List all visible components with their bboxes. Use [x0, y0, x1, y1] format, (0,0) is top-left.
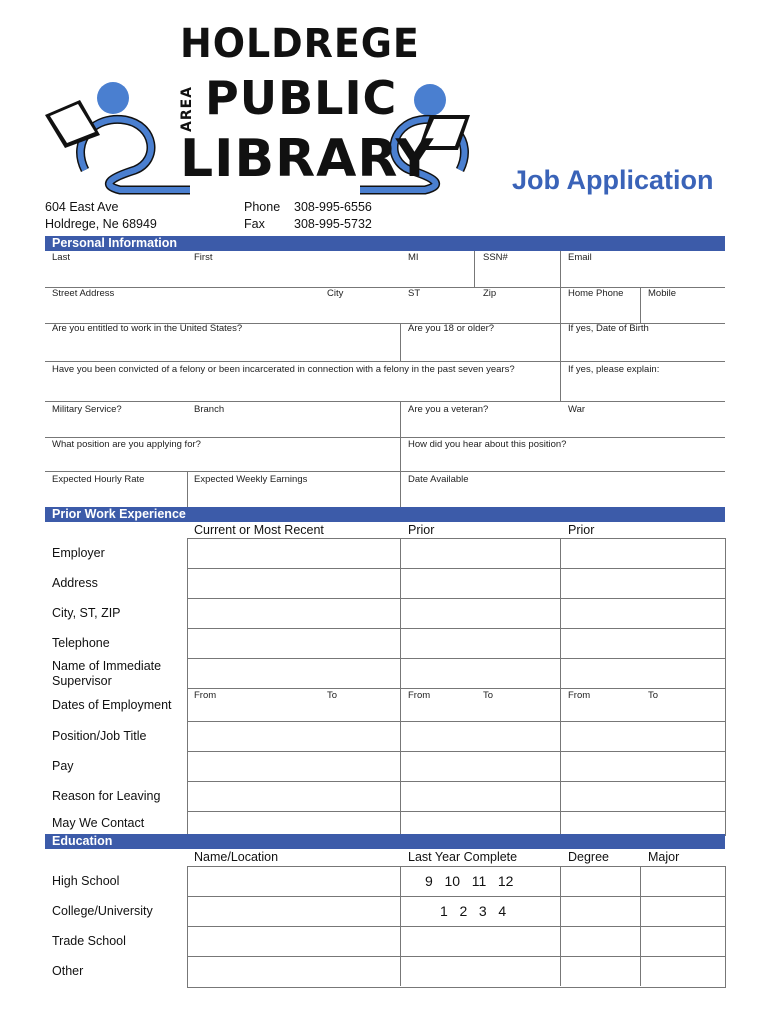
field-ssn[interactable]: SSN# — [483, 252, 508, 263]
work-row-city: City, ST, ZIP — [52, 606, 121, 620]
field-position[interactable]: What position are you applying for? — [52, 439, 201, 450]
field-street[interactable]: Street Address — [52, 288, 115, 299]
field-first[interactable]: First — [194, 252, 213, 263]
section-personal — [45, 236, 725, 251]
work-grid — [187, 538, 726, 836]
work-row-telephone: Telephone — [52, 636, 110, 650]
section-work — [45, 507, 725, 522]
work-col-prior-2: Prior — [568, 523, 595, 537]
field-st[interactable]: ST — [408, 288, 421, 299]
section-education-heading: Education — [52, 834, 113, 848]
edu-row-college: College/University — [52, 904, 153, 918]
address-city: Holdrege, Ne 68949 — [45, 217, 157, 231]
work-from-1[interactable]: From — [194, 690, 217, 701]
field-branch[interactable]: Branch — [194, 404, 225, 415]
work-row-address: Address — [52, 576, 98, 590]
field-mi[interactable]: MI — [408, 252, 419, 263]
field-veteran[interactable]: Are you a veteran? — [408, 404, 489, 415]
work-row-pay: Pay — [52, 759, 74, 773]
edu-col-name: Name/Location — [194, 850, 279, 864]
work-row-contact: May We Contact — [52, 816, 145, 830]
edu-row-highschool: High School — [52, 874, 120, 888]
work-row-employer: Employer — [52, 546, 105, 560]
hs-year-options[interactable]: 9 10 11 12 — [425, 873, 514, 889]
logo-area: AREA — [179, 85, 195, 132]
field-home-phone[interactable]: Home Phone — [568, 288, 624, 299]
edu-col-degree: Degree — [568, 850, 609, 864]
field-last[interactable]: Last — [52, 252, 70, 263]
field-weekly[interactable]: Expected Weekly Earnings — [194, 474, 308, 485]
work-to-2[interactable]: To — [483, 690, 494, 701]
logo-public: PUBLIC — [205, 71, 398, 125]
field-hear[interactable]: How did you hear about this position? — [408, 439, 567, 450]
field-military[interactable]: Military Service? — [52, 404, 122, 415]
edu-col-major: Major — [648, 850, 680, 864]
edu-col-year: Last Year Complete — [408, 850, 518, 864]
work-to-3[interactable]: To — [648, 690, 659, 701]
field-zip[interactable]: Zip — [483, 288, 497, 299]
section-work-heading: Prior Work Experience — [52, 507, 186, 521]
phone-label: Phone — [244, 200, 281, 214]
edu-row-other: Other — [52, 964, 84, 978]
phone-number: 308-995-6556 — [294, 200, 372, 214]
field-explain[interactable]: If yes, please explain: — [568, 364, 660, 375]
field-available[interactable]: Date Available — [408, 474, 469, 485]
field-hourly[interactable]: Expected Hourly Rate — [52, 474, 145, 485]
address-street: 604 East Ave — [45, 200, 119, 214]
work-row-supervisor: Name of Immediate Supervisor — [52, 659, 162, 688]
college-year-options[interactable]: 1 2 3 4 — [440, 903, 507, 919]
page-title: Job Application — [512, 165, 714, 195]
work-col-current: Current or Most Recent — [194, 523, 324, 537]
section-education — [45, 834, 725, 849]
fax-label: Fax — [244, 217, 265, 231]
section-personal-heading: Personal Information — [52, 236, 178, 250]
work-from-2[interactable]: From — [408, 690, 431, 701]
field-entitled[interactable]: Are you entitled to work in the United States? — [52, 323, 243, 334]
work-from-3[interactable]: From — [568, 690, 591, 701]
work-row-position: Position/Job Title — [52, 729, 147, 743]
fax-number: 308-995-5732 — [294, 217, 372, 231]
logo-library: LIBRARY — [180, 129, 435, 189]
edu-row-trade: Trade School — [52, 934, 126, 948]
field-war[interactable]: War — [568, 404, 586, 415]
field-mobile[interactable]: Mobile — [648, 288, 676, 299]
field-age18[interactable]: Are you 18 or older? — [408, 323, 495, 334]
logo-holdrege: HOLDREGE — [180, 21, 420, 67]
field-dob[interactable]: If yes, Date of Birth — [568, 323, 649, 334]
work-row-reason: Reason for Leaving — [52, 789, 161, 803]
field-email[interactable]: Email — [568, 252, 592, 263]
field-felony[interactable]: Have you been convicted of a felony or been incarcerated in connection with a felony in the past seven years? — [52, 364, 515, 375]
work-col-prior-1: Prior — [408, 523, 435, 537]
field-city[interactable]: City — [327, 288, 344, 299]
library-logo — [40, 20, 480, 200]
work-row-dates: Dates of Employment — [52, 698, 172, 712]
work-to-1[interactable]: To — [327, 690, 338, 701]
